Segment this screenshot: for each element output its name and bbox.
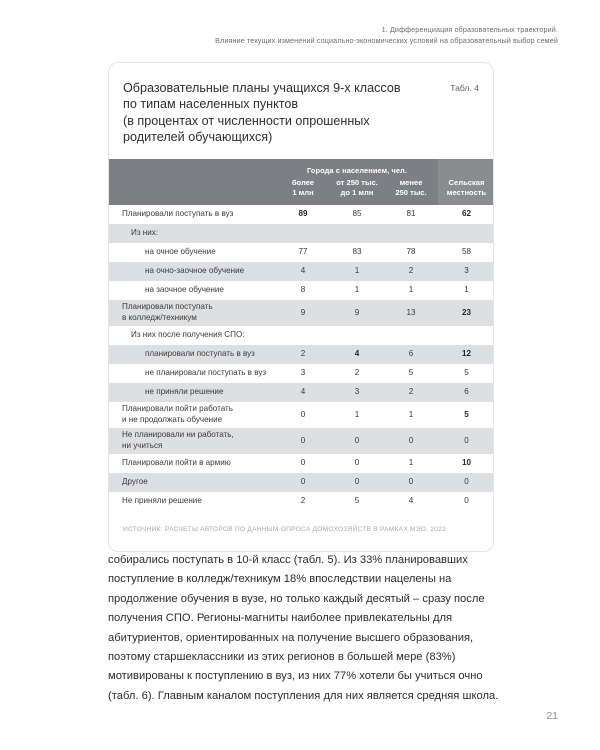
header-cell-col3 xyxy=(384,178,438,205)
table-cell-value: 81 xyxy=(384,205,438,224)
header-rural-line2: местность xyxy=(446,187,487,197)
table-cell-value: 3 xyxy=(330,383,384,402)
table-cell-value: 10 xyxy=(438,454,494,473)
table-row-label-line-1: не приняли решение xyxy=(145,387,224,397)
header-col3-line1: менее xyxy=(399,177,423,187)
running-head-line-2: Влияние текущих изменений социально-экономических условий на образовательный выбор семей xyxy=(215,36,558,45)
table-row-label xyxy=(109,300,276,326)
table-cell-value: 62 xyxy=(438,205,494,224)
table-cell-value: 89 xyxy=(276,205,330,224)
table-row-label-line-1: Планировали поступать в вуз xyxy=(122,209,234,219)
table-cell-value: 1 xyxy=(384,402,438,428)
table-row-label xyxy=(109,243,276,262)
table-cell-value: 9 xyxy=(330,300,384,326)
table-row-label-line-2: ни учиться xyxy=(122,441,163,451)
table-row-label xyxy=(109,345,276,364)
table-cell-value: 2 xyxy=(276,492,330,511)
header-cell-rural xyxy=(438,159,494,205)
body-copy xyxy=(108,551,500,706)
table-row xyxy=(109,383,494,402)
table-cell-value: 4 xyxy=(276,262,330,281)
table-cell-value: 0 xyxy=(384,473,438,492)
table-cell-value xyxy=(384,224,438,243)
table-cell-value: 5 xyxy=(384,364,438,383)
body-paragraph: собирались поступать в 10-й класс (табл. 5). Из 33% планировавших поступление в колледж/техникум 18% впоследствии нацелены на продолжение обучения в вузе, но только каждый десятый – сразу после получения СПО. Регионы-магниты наиболее привлекательны для абитуриентов, ориентированных на получение высшего образования, поэтому старшеклассники из этих регионов в большей мере (83%) мотивированы к поступлению в вуз, из них 77% хотели бы учиться очно (табл. 6). Главным каналом поступления для них является средняя школа. xyxy=(108,554,499,702)
table-cell-value: 58 xyxy=(438,243,494,262)
table-title-line-3: (в процентах от численности опрошенных xyxy=(123,113,370,128)
table-number-label: Табл. 4 xyxy=(450,83,479,93)
header-cell-blank xyxy=(109,159,276,205)
table-row-label-line-1: на очно-заочное обучение xyxy=(145,266,245,276)
table-cell-value: 0 xyxy=(276,473,330,492)
table-title-block xyxy=(109,63,493,159)
running-head xyxy=(40,24,558,46)
table-cell-value: 0 xyxy=(330,428,384,454)
table-cell-value: 0 xyxy=(330,473,384,492)
table-row-label-line-1: планировали поступать в вуз xyxy=(145,349,255,359)
table-row xyxy=(109,364,494,383)
table-cell-value: 85 xyxy=(330,205,384,224)
table-row-label-line-1: Планировали поступать xyxy=(122,302,213,312)
table-cell-value: 5 xyxy=(438,364,494,383)
table-row-label xyxy=(109,364,276,383)
table-row-label xyxy=(109,402,276,428)
header-cell-col2 xyxy=(330,178,384,205)
table-row xyxy=(109,281,494,300)
table-cell-value: 13 xyxy=(384,300,438,326)
table-row-label xyxy=(109,262,276,281)
table-cell-value xyxy=(276,224,330,243)
table-row-label-line-2: и не продолжать обучение xyxy=(122,415,223,425)
table-cell-value: 1 xyxy=(330,281,384,300)
header-group-label: Города с населением, чел. xyxy=(306,165,408,175)
header-col2-line1: от 250 тыс. xyxy=(336,177,378,187)
header-cell-col1 xyxy=(276,178,330,205)
running-head-line-1: 1. Дифференциация образовательных траекторий. xyxy=(381,25,558,34)
header-rural-line1: Сельская xyxy=(448,177,485,187)
table-cell-value: 0 xyxy=(438,492,494,511)
table-cell-value: 4 xyxy=(276,383,330,402)
table-cell-value: 6 xyxy=(438,383,494,402)
table-cell-value: 1 xyxy=(384,281,438,300)
header-col2-line2: до 1 млн xyxy=(340,187,374,197)
table-title-line-4: родителей обучающихся) xyxy=(123,130,273,145)
table-cell-value: 3 xyxy=(276,364,330,383)
table-cell-value xyxy=(276,326,330,345)
table-row-label-line-2: в колледж/техникум xyxy=(122,313,197,323)
education-plans-table xyxy=(109,159,494,511)
table-cell-value xyxy=(330,326,384,345)
table-row-label xyxy=(109,326,276,345)
table-cell-value: 6 xyxy=(384,345,438,364)
table-cell-value: 8 xyxy=(276,281,330,300)
table-card xyxy=(108,62,494,552)
header-col1-line2: 1 млн xyxy=(292,187,314,197)
table-row-label xyxy=(109,383,276,402)
table-cell-value xyxy=(438,326,494,345)
table-title-line-2: по типам населенных пунктов xyxy=(123,97,299,112)
table-header-row xyxy=(109,159,494,205)
table-row-label-line-1: на очное обучение xyxy=(145,247,216,257)
table-cell-value xyxy=(330,224,384,243)
table-cell-value: 4 xyxy=(330,345,384,364)
table-source-note: ИСТОЧНИК: РАСЧЕТЫ АВТОРОВ ПО ДАННЫМ ОПРОСА ДОМОХОЗЯЙСТВ В РАМКАХ МЭО, 2022 xyxy=(123,526,446,534)
page-number: 21 xyxy=(546,710,558,722)
table-row xyxy=(109,300,494,326)
table-row xyxy=(109,205,494,224)
table-title-line-1: Образовательные планы учащихся 9-х классов xyxy=(123,81,401,95)
table-row-label-line-1: Другое xyxy=(122,477,148,487)
header-rural-text xyxy=(438,171,494,205)
table-row-label-line-1: Не приняли решение xyxy=(122,496,202,506)
table-row xyxy=(109,243,494,262)
table-cell-value: 3 xyxy=(438,262,494,281)
table-body xyxy=(109,205,494,511)
header-cell-cities-group xyxy=(276,159,438,205)
table-cell-value: 12 xyxy=(438,345,494,364)
table-cell-value: 0 xyxy=(384,428,438,454)
table-row-label xyxy=(109,205,276,224)
table-row xyxy=(109,492,494,511)
table-row-label-line-1: Планировали пойти в армию xyxy=(122,458,231,468)
table-cell-value: 2 xyxy=(330,364,384,383)
table-cell-value: 5 xyxy=(330,492,384,511)
table-row-label xyxy=(109,428,276,454)
header-col3-line2: 250 тыс. xyxy=(395,187,427,197)
table-row xyxy=(109,428,494,454)
table-cell-value: 1 xyxy=(384,454,438,473)
table-row-label-line-1: Из них: xyxy=(131,228,159,238)
table-cell-value: 83 xyxy=(330,243,384,262)
table-row-label-line-1: Не планировали ни работать, xyxy=(122,430,234,440)
table-cell-value: 2 xyxy=(384,383,438,402)
table-head xyxy=(109,159,494,205)
table-row-label xyxy=(109,473,276,492)
table-row-label-line-1: на заочное обучение xyxy=(145,285,224,295)
table-cell-value: 9 xyxy=(276,300,330,326)
table-cell-value: 78 xyxy=(384,243,438,262)
table-cell-value: 77 xyxy=(276,243,330,262)
table-cell-value: 0 xyxy=(438,473,494,492)
table-cell-value: 23 xyxy=(438,300,494,326)
table-row xyxy=(109,345,494,364)
table-cell-value: 0 xyxy=(330,454,384,473)
table-cell-value: 5 xyxy=(438,402,494,428)
table-cell-value: 2 xyxy=(276,345,330,364)
table-row-label xyxy=(109,492,276,511)
table-cell-value: 2 xyxy=(384,262,438,281)
table-row xyxy=(109,262,494,281)
table-row-label xyxy=(109,224,276,243)
table-row xyxy=(109,326,494,345)
table-cell-value xyxy=(384,326,438,345)
table-row-label-line-1: Планировали пойти работать xyxy=(122,404,233,414)
table-row-label-line-1: не планировали поступать в вуз xyxy=(145,368,267,378)
table-row xyxy=(109,454,494,473)
table-cell-value: 0 xyxy=(276,402,330,428)
table-cell-value: 0 xyxy=(276,454,330,473)
table-cell-value: 0 xyxy=(438,428,494,454)
table-cell-value: 1 xyxy=(330,402,384,428)
table-cell-value: 1 xyxy=(438,281,494,300)
header-col1-line1: более xyxy=(291,177,315,187)
table-cell-value xyxy=(438,224,494,243)
table-row-label xyxy=(109,281,276,300)
table-row xyxy=(109,224,494,243)
table-cell-value: 0 xyxy=(276,428,330,454)
table-cell-value: 1 xyxy=(330,262,384,281)
table-cell-value: 4 xyxy=(384,492,438,511)
table-row-label-line-1: Из них после получения СПО: xyxy=(131,330,245,340)
table-row xyxy=(109,402,494,428)
table-row xyxy=(109,473,494,492)
table-row-label xyxy=(109,454,276,473)
table-title xyxy=(123,80,440,146)
